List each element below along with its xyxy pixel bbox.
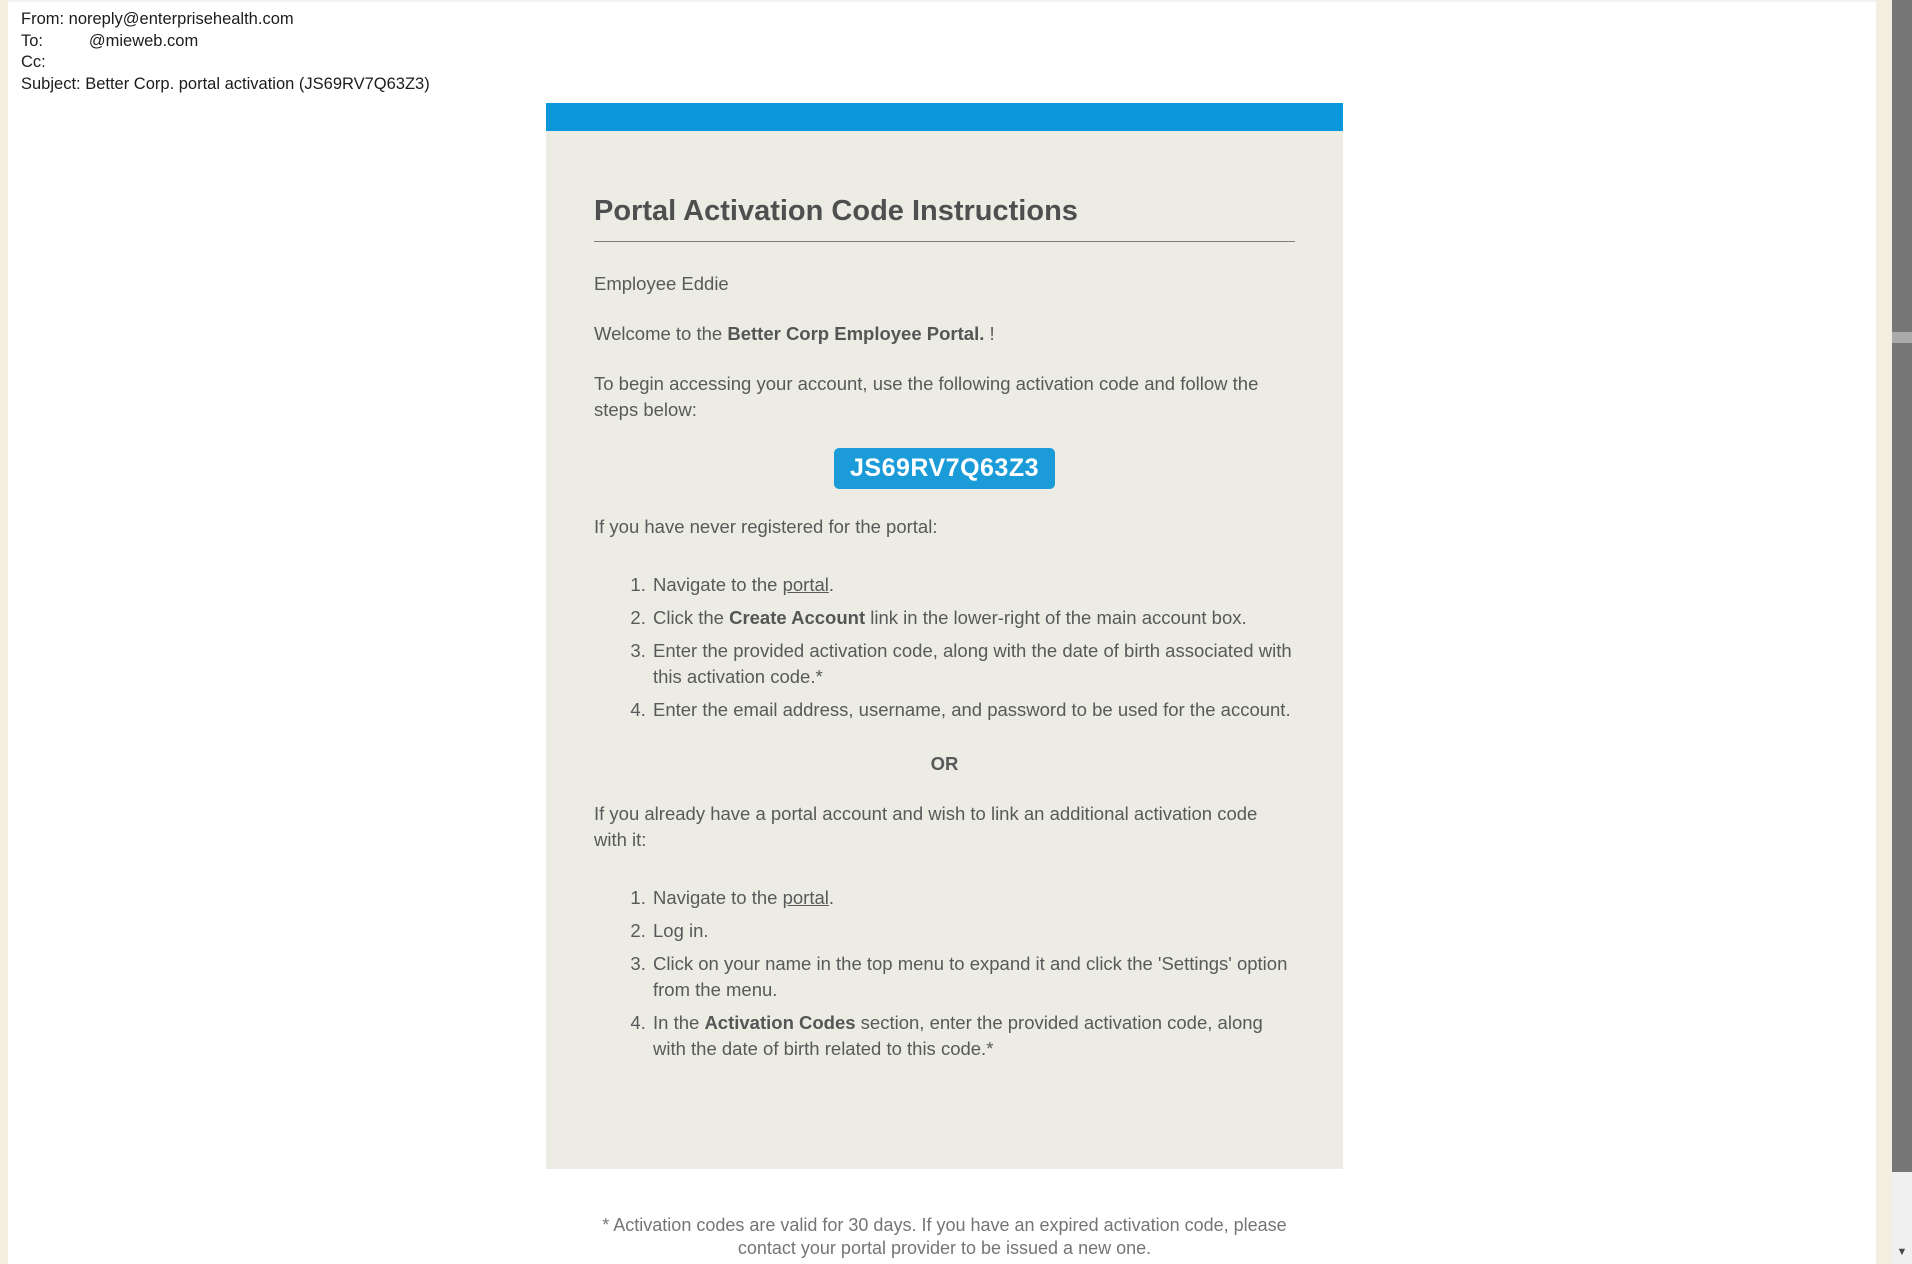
list-step [651, 918, 1295, 944]
list-step [651, 605, 1295, 631]
page-title: Portal Activation Code Instructions [594, 195, 1295, 242]
section2-heading: If you already have a portal account and wish to link an additional activation code with it: [594, 803, 1258, 850]
header-from-line: From: noreply@enterprisehealth.com [21, 10, 294, 28]
header-to-line: To: @mieweb.com [21, 31, 199, 50]
list-step [651, 638, 1295, 690]
section2-steps [594, 885, 1295, 1062]
text-segment: Enter the email address, username, and password to be used for the account. [653, 699, 1291, 720]
list-step [651, 572, 1295, 598]
top-hairline [8, 0, 1876, 2]
email-body [546, 131, 1343, 1169]
email-header-block [21, 9, 430, 95]
scrollbar-thumb-upper[interactable] [1892, 0, 1912, 332]
left-frame-strip [0, 0, 8, 1264]
activation-code-badge: JS69RV7Q63Z3 [834, 448, 1055, 489]
text-segment: Log in. [653, 920, 709, 941]
portal-link[interactable]: portal [782, 574, 829, 595]
list-step [651, 697, 1295, 723]
text-segment: In the [653, 1012, 705, 1033]
section1-heading: If you have never registered for the portal: [594, 516, 938, 537]
or-separator: OR [930, 753, 959, 774]
list-step [651, 951, 1295, 1003]
header-subject-line: Subject: Better Corp. portal activation (JS69RV7Q63Z3) [21, 74, 430, 93]
text-segment: Click on your name in the top menu to expand it and click the 'Settings' option from the menu. [653, 953, 1288, 1000]
footer-line-1: * Activation codes are valid for 30 days. If you have an expired activation code, please [602, 1215, 1287, 1235]
scrollbar-thumb-gap [1892, 332, 1912, 343]
header-cc-line: Cc: [21, 53, 46, 71]
scrollbar-thumb-lower[interactable] [1892, 343, 1912, 1172]
footer-line-2: contact your portal provider to be issued a new one. [737, 1238, 1152, 1258]
welcome-prefix: Welcome to the [594, 323, 728, 344]
welcome-line [594, 321, 1295, 347]
footer-note [546, 1214, 1343, 1260]
email-body-card [546, 103, 1343, 1169]
text-segment: Navigate to the [653, 887, 783, 908]
scroll-down-arrow-icon[interactable]: ▼ [1896, 1246, 1908, 1258]
text-segment: Enter the provided activation code, along with the date of birth associated with this activation code.* [653, 640, 1292, 687]
portal-link[interactable]: portal [782, 887, 829, 908]
text-segment: section, enter the provided activation code, along with the date of birth related to this code.* [653, 1012, 1263, 1059]
greeting-text: Employee Eddie [594, 273, 729, 294]
right-frame-strip [1876, 0, 1892, 1264]
intro-text: To begin accessing your account, use the following activation code and follow the steps below: [594, 373, 1259, 420]
text-segment: Click the [653, 607, 730, 628]
bold-text: Activation Codes [704, 1012, 856, 1033]
text-segment: link in the lower-right of the main account box. [865, 607, 1247, 628]
section1-steps [594, 572, 1295, 723]
accent-bar [546, 103, 1343, 131]
text-segment: . [828, 887, 835, 908]
text-segment: Navigate to the [653, 574, 783, 595]
list-step [651, 1010, 1295, 1062]
activation-code-wrap [594, 448, 1295, 489]
welcome-suffix: ! [984, 323, 995, 344]
vertical-scrollbar[interactable] [1892, 0, 1912, 1264]
bold-text: Create Account [729, 607, 866, 628]
list-step [651, 885, 1295, 911]
welcome-portal-name: Better Corp Employee Portal. [727, 323, 985, 344]
text-segment: . [828, 574, 835, 595]
